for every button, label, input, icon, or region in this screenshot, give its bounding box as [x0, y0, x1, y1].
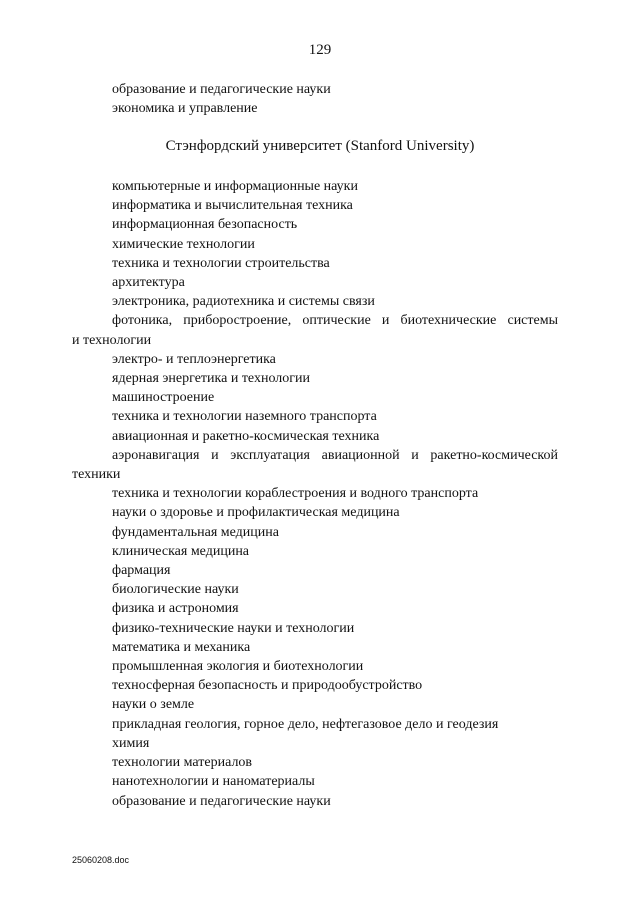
list-item: образование и педагогические науки — [112, 82, 331, 97]
list-item: фармация — [112, 563, 171, 579]
list-item: авиационная и ракетно-космическая техника — [112, 428, 380, 444]
list-item: машиностроение — [112, 390, 215, 406]
list-item: техносферная безопасность и природообустройство — [112, 678, 423, 694]
list-item: науки о земле — [112, 697, 195, 713]
document-filename: 25060208.doc — [72, 855, 130, 865]
list-item: информатика и вычислительная техника — [112, 198, 353, 214]
list-item: техника и технологии наземного транспорта — [112, 409, 377, 425]
list-item: промышленная экология и биотехнологии — [112, 659, 364, 675]
list-item: биологические науки — [112, 582, 239, 598]
list-item: нанотехнологии и наноматериалы — [112, 774, 315, 790]
list-item: электроника, радиотехника и системы связи — [112, 294, 375, 310]
list-item: техника и технологии строительства — [112, 255, 330, 271]
list-item: технологии материалов — [112, 755, 253, 771]
list-item: аэронавигация и эксплуатация авиационной и ракетно-космической — [112, 447, 558, 463]
list-item: фундаментальная медицина — [112, 524, 279, 540]
list-item: химические технологии — [112, 236, 255, 252]
list-item-continuation: и технологии — [72, 332, 152, 348]
list-item: науки о здоровье и профилактическая медицина — [112, 505, 400, 521]
list-item: клиническая медицина — [112, 543, 250, 559]
list-item: техника и технологии кораблестроения и водного транспорта — [112, 486, 479, 502]
list-item-continuation: техники — [72, 467, 121, 483]
list-item: электро- и теплоэнергетика — [112, 351, 276, 367]
list-item: физика и астрономия — [112, 601, 239, 617]
list-item: математика и механика — [112, 639, 251, 655]
intro-list — [112, 80, 331, 118]
page-number: 129 — [308, 42, 332, 58]
list-item: прикладная геология, горное дело, нефтегазовое дело и геодезия — [112, 716, 499, 732]
list-item: химия — [112, 735, 150, 751]
list-item: экономика и управление — [112, 101, 258, 116]
list-item: информационная безопасность — [112, 217, 298, 233]
list-item: ядерная энергетика и технологии — [112, 371, 310, 387]
specialty-list — [72, 177, 558, 811]
list-item: архитектура — [112, 275, 185, 291]
list-item: фотоника, приборостроение, оптические и биотехнические системы — [112, 313, 558, 329]
list-item: образование и педагогические науки — [112, 793, 331, 809]
section-heading: Стэнфордский университет (Stanford University) — [165, 138, 475, 154]
list-item: физико-технические науки и технологии — [112, 620, 355, 636]
list-item: компьютерные и информационные науки — [112, 179, 358, 194]
